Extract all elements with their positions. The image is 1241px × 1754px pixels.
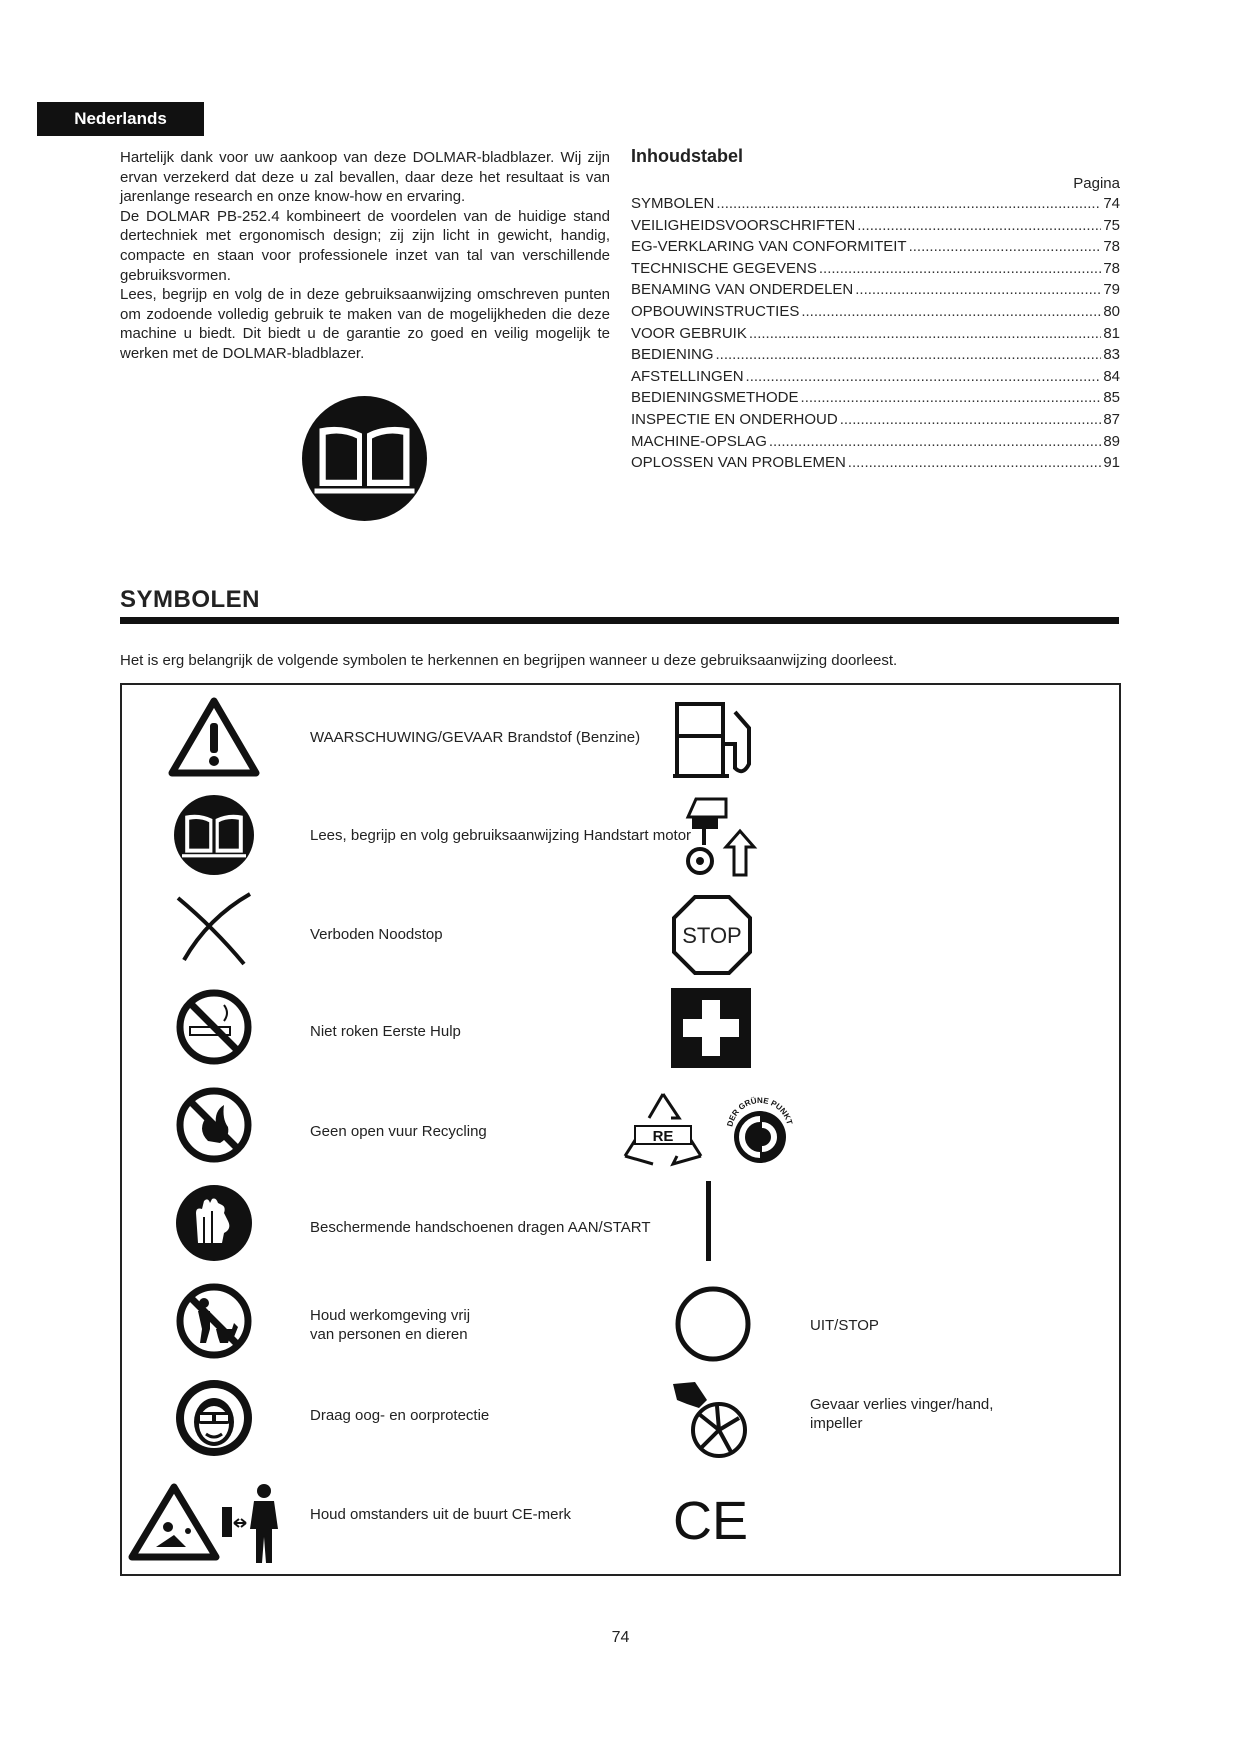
svg-text:DER GRÜNE PUNKT: DER GRÜNE PUNKT <box>725 1095 795 1128</box>
symbol-label: van personen en dieren <box>310 1326 468 1343</box>
read-manual-icon <box>302 396 427 521</box>
toc-entry-page: 85 <box>1103 389 1120 407</box>
page-number: 74 <box>611 1629 630 1646</box>
symbol-label: WAARSCHUWING/GEVAAR Brandstof (Benzine) <box>310 729 641 746</box>
language-tag: Nederlands <box>37 102 204 136</box>
keep-distance-icon <box>220 1481 280 1565</box>
toc-entry-page: 87 <box>1103 410 1120 428</box>
stop-sign-icon <box>671 894 753 976</box>
intro-paragraph: De DOLMAR PB-252.4 kombineert de voordelen van de huidige stand dertechniek met ergonomisch design; zij zijn licht in gewicht, handig, compacte en staan voor professionele inzet van tal van verschillende gebruiksvormen. <box>120 207 610 284</box>
heading-rule <box>120 617 1119 624</box>
toc-entry-page: 78 <box>1103 238 1120 256</box>
toc-entry-title: INSPECTIE EN ONDERHOUD <box>631 410 838 428</box>
toc-entry-title: AFSTELLINGEN <box>631 367 744 385</box>
toc-entry-page: 80 <box>1103 302 1120 320</box>
toc-entry[interactable] <box>631 346 1120 368</box>
toc-entry[interactable] <box>631 411 1120 433</box>
symbols-intro: Het is erg belangrijk de volgende symbolen te herkennen en begrijpen wanneer u deze gebruiksaanwijzing doorleest. <box>120 652 898 669</box>
toc-entry-title: MACHINE-OPSLAG <box>631 432 767 450</box>
symbol-label: Verboden Noodstop <box>310 926 443 943</box>
symbol-label: UIT/STOP <box>810 1317 879 1334</box>
svg-text:STOP: STOP <box>682 923 742 948</box>
table-of-contents <box>631 146 1120 476</box>
toc-entry-title: BENAMING VAN ONDERDELEN <box>631 281 854 299</box>
gloves-icon <box>174 1183 254 1263</box>
toc-entry-title: VOOR GEBRUIK <box>631 324 747 342</box>
toc-entry-page: 79 <box>1103 281 1120 299</box>
toc-page-header: Pagina <box>1073 175 1120 192</box>
toc-entry-page: 83 <box>1103 346 1120 364</box>
symbol-label: impeller <box>810 1415 863 1432</box>
toc-entry[interactable] <box>631 325 1120 347</box>
off-stop-icon <box>673 1284 753 1364</box>
toc-entry[interactable] <box>631 389 1120 411</box>
symbol-label: Houd omstanders uit de buurt CE-merk <box>310 1506 571 1523</box>
toc-entry-title: OPBOUWINSTRUCTIES <box>631 302 800 320</box>
toc-entry-title: OPLOSSEN VAN PROBLEMEN <box>631 454 846 472</box>
toc-entry-page: 81 <box>1103 324 1120 342</box>
toc-entry-title: EG-VERKLARING VAN CONFORMITEIT <box>631 238 907 256</box>
keep-area-clear-icon <box>174 1281 254 1361</box>
toc-entry-page: 91 <box>1103 454 1120 472</box>
ce-mark-icon <box>673 1491 755 1547</box>
toc-entry-page: 75 <box>1103 216 1120 234</box>
toc-entry[interactable] <box>631 454 1120 476</box>
toc-entry[interactable] <box>631 368 1120 390</box>
impeller-hazard-icon <box>669 1378 753 1464</box>
toc-entry[interactable] <box>631 433 1120 455</box>
toc-entry-title: SYMBOLEN <box>631 195 715 212</box>
symbol-label: Niet roken Eerste Hulp <box>310 1023 461 1040</box>
symbol-label: Gevaar verlies vinger/hand, <box>810 1396 994 1413</box>
no-smoking-icon <box>174 987 254 1067</box>
symbol-label: Lees, begrijp en volg gebruiksaanwijzing Handstart motor <box>310 827 692 844</box>
toc-entry-title: TECHNISCHE GEGEVENS <box>631 259 817 277</box>
gruene-punkt-icon <box>718 1085 802 1169</box>
intro-paragraph: Hartelijk dank voor uw aankoop van deze DOLMAR-bladblazer. Wij zijn ervan verzekerd dat deze u zal bevallen, daar deze het resultaat is van jarenlange research en onze know-how en ervaring. <box>120 149 610 206</box>
toc-entry[interactable] <box>631 217 1120 239</box>
svg-text:CE: CE <box>673 1491 749 1547</box>
recycling-icon <box>619 1088 707 1172</box>
fuel-pump-icon <box>673 698 759 780</box>
toc-entry[interactable] <box>631 281 1120 303</box>
toc-title: Inhoudstabel <box>631 146 743 166</box>
eye-ear-protection-icon <box>174 1378 254 1458</box>
hand-start-icon <box>678 793 758 879</box>
toc-entry[interactable] <box>631 303 1120 325</box>
svg-text:RE: RE <box>652 1128 674 1145</box>
toc-entry-page: 74 <box>1103 195 1120 212</box>
read-manual-icon <box>174 795 254 875</box>
no-open-fire-icon <box>174 1085 254 1165</box>
symbol-label: Draag oog- en oorprotectie <box>310 1407 490 1424</box>
toc-entry-title: VEILIGHEIDSVOORSCHRIFTEN <box>631 216 856 234</box>
symbol-label: Houd werkomgeving vrij <box>310 1307 471 1324</box>
intro-paragraph: Lees, begrijp en volg de in deze gebruiksaanwijzing omschreven punten om zodoende volledig gebruik te maken van de mogelijkheden die deze machine u biedt. Dit biedt u de garantie zo goed en veilig mogelijk te werken met de DOLMAR-bladblazer. <box>120 286 610 362</box>
symbol-label: Geen open vuur Recycling <box>310 1123 487 1140</box>
toc-entry-page: 78 <box>1103 259 1120 277</box>
toc-entry-title: BEDIENING <box>631 346 714 364</box>
toc-entry-title: BEDIENINGSMETHODE <box>631 389 799 407</box>
symbols-heading: SYMBOLEN <box>120 586 261 613</box>
toc-entry-page: 84 <box>1103 367 1120 385</box>
on-start-icon <box>706 1181 711 1261</box>
toc-entry[interactable] <box>631 238 1120 260</box>
symbol-label: Beschermende handschoenen dragen AAN/START <box>310 1219 651 1236</box>
debris-hazard-icon <box>128 1483 220 1561</box>
symbols-table <box>120 683 1121 1576</box>
forbidden-x-icon <box>174 888 254 968</box>
intro-text <box>120 148 610 364</box>
first-aid-icon <box>671 988 751 1068</box>
toc-entry-page: 89 <box>1103 432 1120 450</box>
toc-entry[interactable] <box>631 260 1120 282</box>
toc-entry[interactable] <box>631 195 1120 217</box>
warning-triangle-icon <box>168 697 260 777</box>
